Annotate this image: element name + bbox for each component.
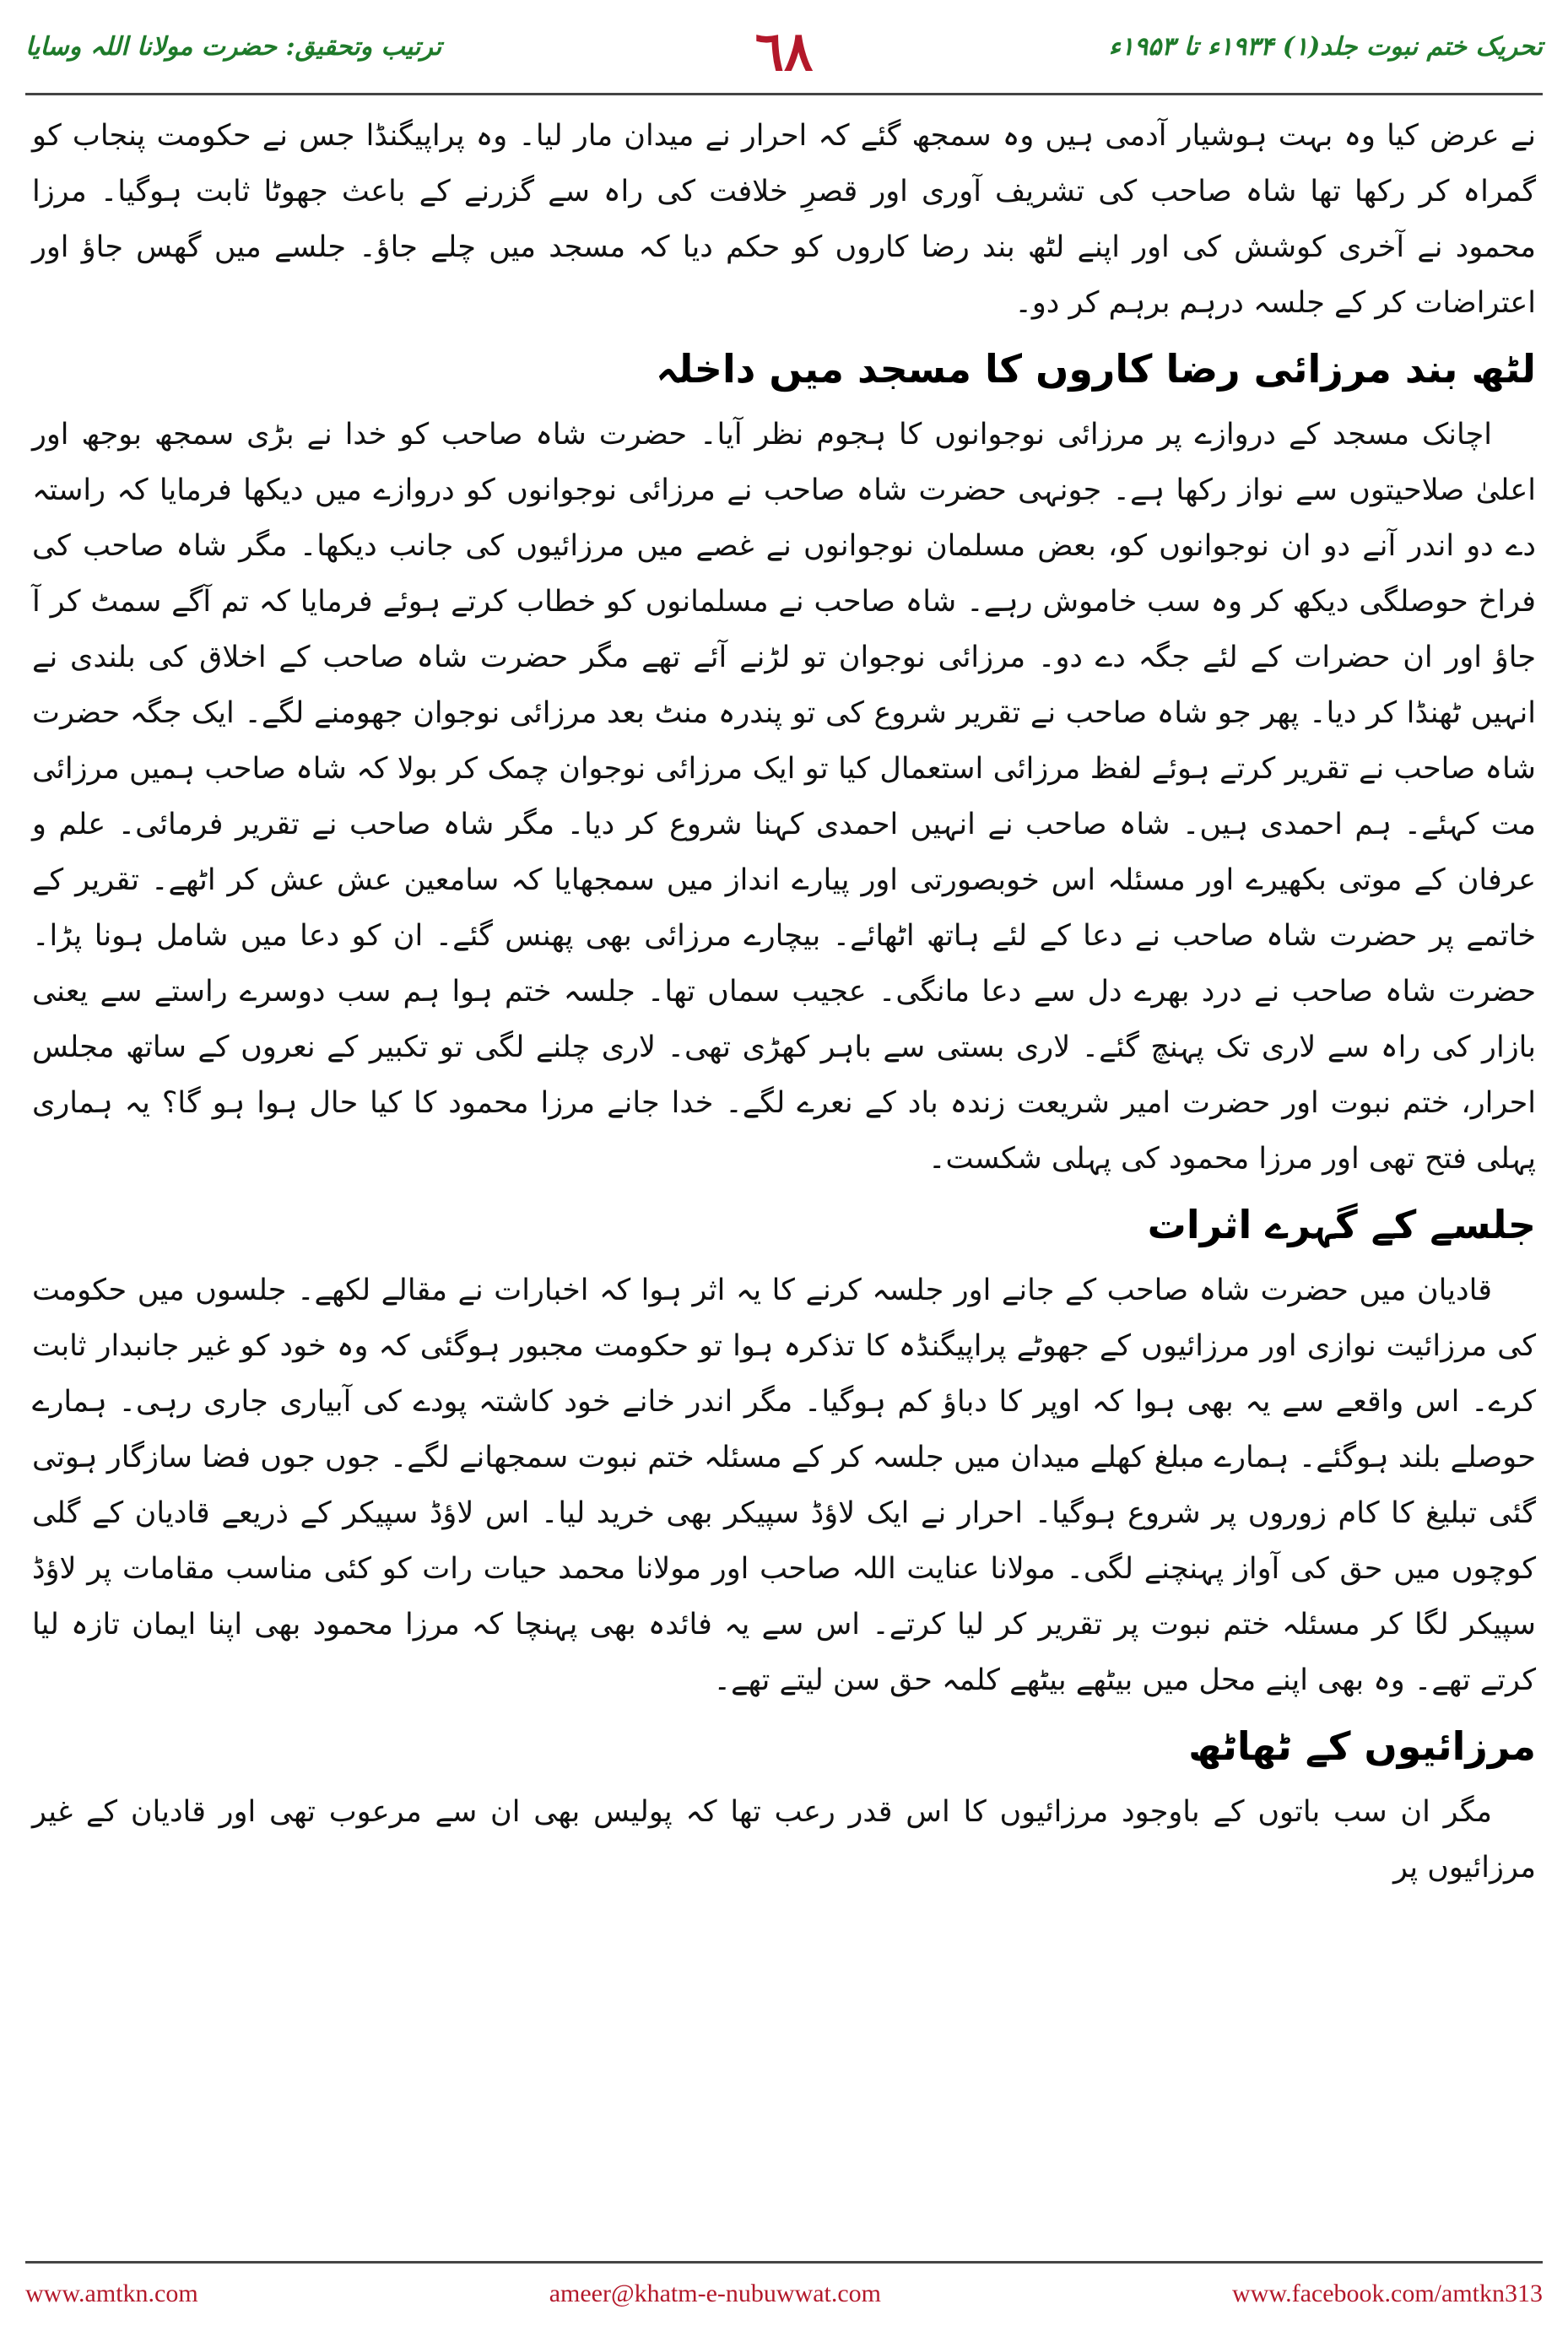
page-header xyxy=(25,20,1543,84)
footer-divider xyxy=(25,2261,1543,2264)
email-link[interactable]: ameer@khatm-e-nubuwwat.com xyxy=(549,2280,882,2307)
paragraph-1: نے عرض کیا وہ بہت ہوشیار آدمی ہیں وہ سمجھ گئے کہ احرار نے میدان مار لیا۔ وہ پراپیگنڈا جس نے حکومت پنجاب کو گمراہ کر رکھا تھا شاہ صاحب کی تشریف آوری اور قصرِ خلافت کی راہ سے گزرنے کے باعث جھوٹا ثابت ہوگیا۔ مرزا محمود نے آخری کوشش کی اور اپنے لٹھ بند رضا کاروں کو حکم دیا کہ مسجد میں چلے جاؤ۔ جلسے میں گھس جاؤ اور اعتراضات کر کے جلسہ درہم برہم کر دو۔ xyxy=(32,119,1536,320)
header-divider xyxy=(25,93,1543,95)
page-body xyxy=(32,108,1536,2232)
section-heading-3: مرزائیوں کے ٹھاٹھ xyxy=(1188,1723,1536,1769)
compiler-credit: ترتیب وتحقیق: حضرت مولانا اللہ وسایا xyxy=(25,32,442,62)
page-number: ٦٨ xyxy=(754,20,814,84)
book-title: تحریک ختم نبوت جلد(۱) ۱۹۳۴ء تا ۱۹۵۳ء xyxy=(1108,32,1543,62)
paragraph-3: قادیان میں حضرت شاہ صاحب کے جانے اور جلسہ کرنے کا یہ اثر ہوا کہ اخبارات نے مقالے لکھے۔ جلسوں میں حکومت کی مرزائیت نوازی اور مرزائیوں کے جھوٹے پراپیگنڈہ کا تذکرہ ہوا تو حکومت مجبور ہوگئی کہ وہ خود کو غیر جانبدار ثابت کرے۔ اس واقعے سے یہ بھی ہوا کہ اوپر کا دباؤ کم ہوگیا۔ مگر اندر خانے خود کاشتہ پودے کی آبیاری جاری رہی۔ ہمارے حوصلے بلند ہوگئے۔ ہمارے مبلغ کھلے میدان میں جلسہ کر کے مسئلہ ختم نبوت سمجھانے لگے۔ جوں جوں فضا سازگار ہوتی گئی تبلیغ کا کام زوروں پر شروع ہوگیا۔ احرار نے ایک لاؤڈ سپیکر بھی خرید لیا۔ اس لاؤڈ سپیکر کے ذریعے قادیان کے گلی کوچوں میں حق کی آواز پہنچنے لگی۔ مولانا عنایت اللہ صاحب اور مولانا محمد حیات رات کو کئی مناسب مقامات پر لاؤڈ سپیکر لگا کر مسئلہ ختم نبوت پر تقریر کر لیا کرتے۔ اس سے یہ فائدہ بھی پہنچا کہ مرزا محمود بھی اپنا ایمان تازہ لیا کرتے تھے۔ وہ بھی اپنے محل میں بیٹھے بیٹھے کلمہ حق سن لیتے تھے۔ xyxy=(32,1274,1536,1697)
section-heading-1: لٹھ بند مرزائی رضا کاروں کا مسجد میں داخلہ xyxy=(656,346,1536,392)
page-footer xyxy=(25,2274,1543,2313)
paragraph-4: مگر ان سب باتوں کے باوجود مرزائیوں کا اس قدر رعب تھا کہ پولیس بھی ان سے مرعوب تھی اور قادیان کے غیر مرزائیوں پر xyxy=(32,1795,1536,1885)
paragraph-2: اچانک مسجد کے دروازے پر مرزائی نوجوانوں کا ہجوم نظر آیا۔ حضرت شاہ صاحب کو خدا نے بڑی سمجھ بوجھ اور اعلیٰ صلاحیتوں سے نواز رکھا ہے۔ جونہی حضرت شاہ صاحب نے مرزائی نوجوانوں کو دروازے میں دیکھا فرمایا کہ راستہ دے دو اندر آنے دو ان نوجوانوں کو، بعض مسلمان نوجوانوں نے غصے میں مرزائیوں کی جانب دیکھا۔ مگر شاہ صاحب کی فراخ حوصلگی دیکھ کر وہ سب خاموش رہے۔ شاہ صاحب نے مسلمانوں کو خطاب کرتے ہوئے فرمایا کہ تم آگے سمٹ کر آ جاؤ اور ان حضرات کے لئے جگہ دے دو۔ مرزائی نوجوان تو لڑنے آئے تھے مگر حضرت شاہ صاحب کے اخلاق کی بلندی نے انہیں ٹھنڈا کر دیا۔ پھر جو شاہ صاحب نے تقریر شروع کی تو پندرہ منٹ بعد مرزائی نوجوان جھومنے لگے۔ ایک جگہ حضرت شاہ صاحب نے تقریر کرتے ہوئے لفظ مرزائی استعمال کیا تو ایک مرزائی نوجوان چمک کر بولا کہ شاہ صاحب ہمیں مرزائی مت کہئے۔ ہم احمدی ہیں۔ شاہ صاحب نے انہیں احمدی کہنا شروع کر دیا۔ مگر شاہ صاحب نے تقریر فرمائی۔ علم و عرفان کے موتی بکھیرے اور مسئلہ اس خوبصورتی اور پیارے انداز میں سمجھایا کہ سامعین عش عش کر اٹھے۔ تقریر کے خاتمے پر حضرت شاہ صاحب نے دعا کے لئے ہاتھ اٹھائے۔ بیچارے مرزائی بھی پھنس گئے۔ ان کو دعا میں شامل ہونا پڑا۔ حضرت شاہ صاحب نے درد بھرے دل سے دعا مانگی۔ عجیب سماں تھا۔ جلسہ ختم ہوا ہم سب دوسرے راستے سے یعنی بازار کی راہ سے لاری تک پہنچ گئے۔ لاری بستی سے باہر کھڑی تھی۔ لاری چلنے لگی تو تکبیر کے نعروں کے ساتھ مجلس احرار، ختم نبوت اور حضرت امیر شریعت زندہ باد کے نعرے لگے۔ خدا جانے مرزا محمود کا کیا حال ہوا ہو گا؟ یہ ہماری پہلی فتح تھی اور مرزا محمود کی پہلی شکست۔ xyxy=(32,418,1536,1176)
facebook-link[interactable]: www.facebook.com/amtkn313 xyxy=(1232,2280,1543,2307)
section-heading-2: جلسے کے گہرے اثرات xyxy=(1147,1202,1536,1247)
website-link[interactable]: www.amtkn.com xyxy=(25,2280,198,2307)
